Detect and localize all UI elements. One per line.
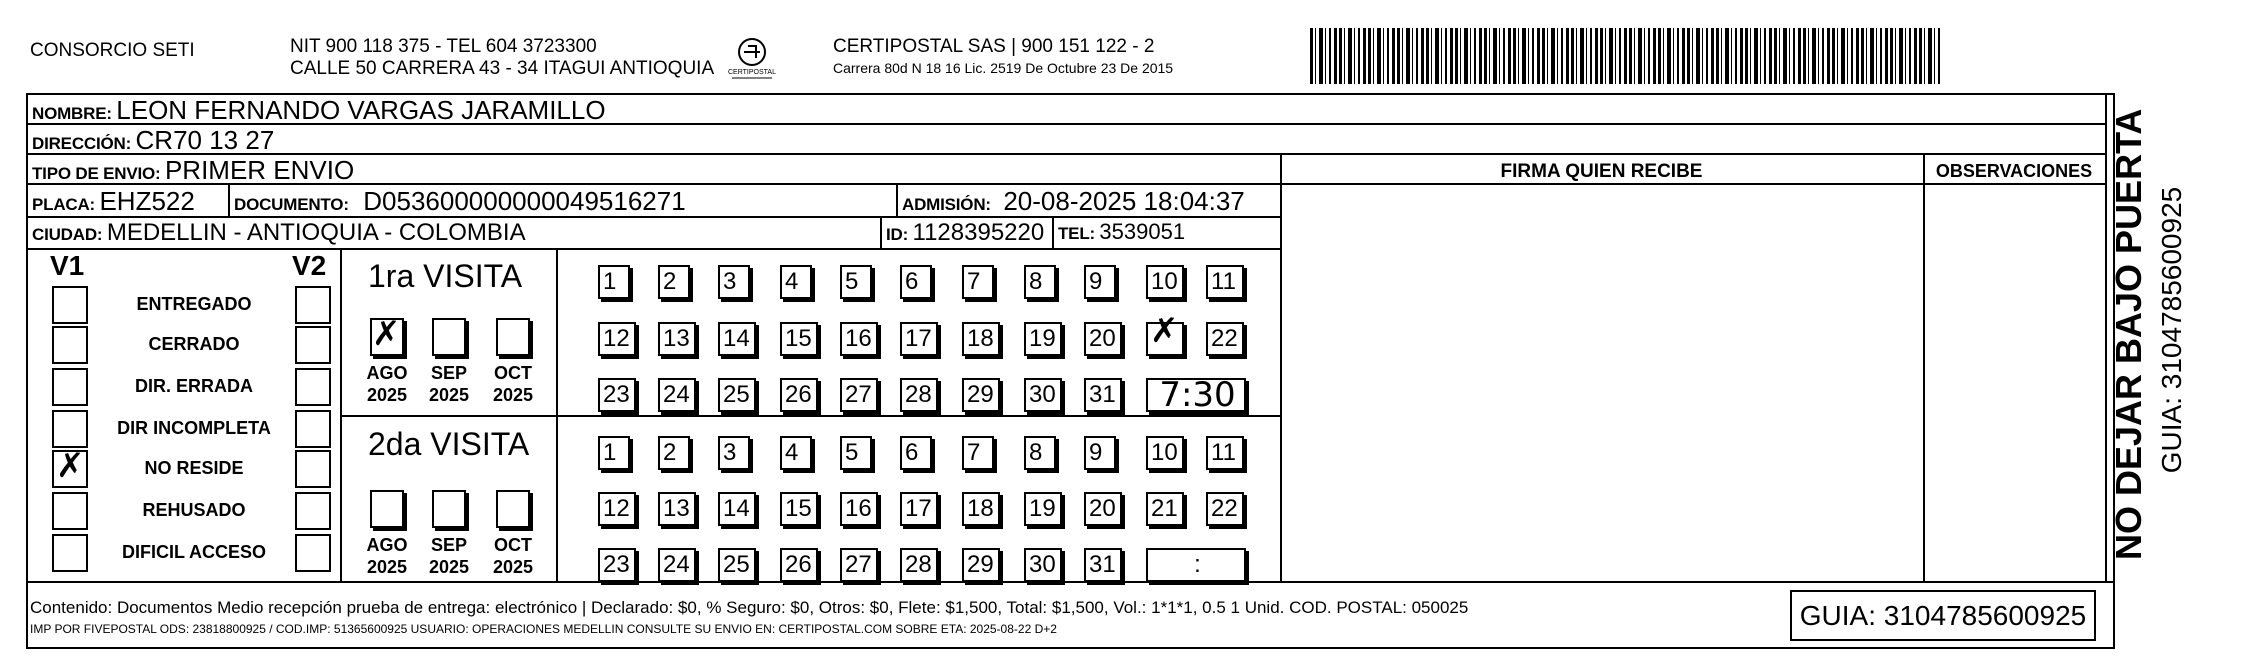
tel-value: 3539051 (1099, 219, 1186, 244)
day-number: 10 (1151, 439, 1178, 466)
day-number: 28 (905, 381, 932, 408)
day-box[interactable] (1206, 436, 1244, 470)
day-number: 2 (663, 268, 677, 295)
v2-checkbox[interactable] (295, 450, 331, 488)
day-box[interactable] (658, 265, 690, 299)
day-number: 16 (845, 325, 872, 352)
barcode (1310, 28, 1940, 84)
month-name: OCT (494, 363, 532, 383)
day-number: 17 (905, 495, 932, 522)
day-number: 18 (967, 325, 994, 352)
day-box[interactable] (900, 378, 938, 412)
day-box[interactable] (840, 492, 878, 526)
direccion-value: CR70 13 27 (135, 125, 275, 155)
day-number: 10 (1151, 268, 1178, 295)
ciudad-label: CIUDAD: (32, 225, 103, 244)
day-box[interactable] (900, 492, 938, 526)
day-box[interactable] (1206, 322, 1244, 356)
day-box[interactable] (1024, 548, 1062, 582)
footer-imp: IMP POR FIVEPOSTAL ODS: 23818800925 / COD.IMP: 51365600925 USUARIO: OPERACIONES MEDELLIN CONSULTE SU ENVIO EN: CERTIPOSTAL.COM SOBRE ETA: 2025-08-22 D+2 (30, 622, 1057, 636)
day-box[interactable] (718, 322, 756, 356)
day-number: 24 (663, 381, 690, 408)
month-year: 2025 (492, 557, 534, 577)
month-label (488, 362, 538, 406)
logo-text: CERTIPOSTAL (728, 69, 776, 76)
day-number: 21 (1151, 495, 1178, 522)
day-number: 26 (785, 551, 812, 578)
day-number: 29 (967, 551, 994, 578)
day-box[interactable] (840, 322, 878, 356)
v2-label: V2 (292, 250, 327, 281)
day-box[interactable] (658, 322, 696, 356)
day-number: 12 (603, 495, 630, 522)
day-box[interactable] (840, 265, 872, 299)
observaciones-header: OBSERVACIONES (1935, 161, 2093, 181)
day-box[interactable] (658, 378, 696, 412)
day-number: 1 (603, 439, 617, 466)
status-label: CERRADO (148, 334, 240, 354)
first-visit-title: 1ra VISITA (368, 258, 523, 294)
month-checkbox[interactable] (432, 490, 466, 528)
v2-checkbox[interactable] (295, 286, 331, 324)
admision-value: 20-08-2025 18:04:37 (1003, 186, 1245, 216)
day-number: 9 (1089, 439, 1103, 466)
month-year: 2025 (366, 557, 408, 577)
day-box[interactable] (658, 492, 696, 526)
day-number: 20 (1089, 495, 1116, 522)
day-number: 28 (905, 551, 932, 578)
ciudad-value: MEDELLIN - ANTIOQUIA - COLOMBIA (106, 219, 526, 246)
day-box[interactable] (1206, 265, 1244, 299)
day-number: 25 (723, 381, 750, 408)
id-value: 1128395220 (912, 219, 1045, 246)
handwritten-mark-icon: ✗ (56, 446, 85, 486)
day-box[interactable] (900, 548, 938, 582)
second-visit-title: 2da VISITA (368, 426, 530, 462)
v2-checkbox[interactable] (295, 492, 331, 530)
day-number: 27 (845, 381, 872, 408)
v1-checkbox[interactable] (52, 368, 88, 406)
day-box[interactable] (962, 322, 1000, 356)
day-box[interactable] (658, 548, 696, 582)
placa-value: EHZ522 (99, 186, 195, 216)
day-box[interactable] (1146, 436, 1184, 470)
company-name: CONSORCIO SETI (30, 40, 195, 61)
v1-checkbox[interactable] (52, 286, 88, 324)
day-number: 12 (603, 325, 630, 352)
month-checkbox[interactable] (370, 490, 404, 528)
day-box[interactable] (1084, 265, 1116, 299)
day-box[interactable] (598, 265, 630, 299)
tipo-value: PRIMER ENVIO (164, 155, 355, 185)
month-year: 2025 (492, 385, 534, 405)
day-number: 3 (723, 268, 737, 295)
certipostal-logo (730, 36, 774, 82)
day-number: 14 (723, 325, 750, 352)
day-number: 5 (845, 268, 859, 295)
day-box[interactable] (718, 436, 750, 470)
day-number: 25 (723, 551, 750, 578)
day-number: 23 (603, 551, 630, 578)
month-label (424, 534, 474, 578)
month-label (362, 534, 412, 578)
day-box[interactable] (962, 492, 1000, 526)
day-number: 30 (1029, 381, 1056, 408)
day-box[interactable] (900, 265, 932, 299)
placa-label: PLACA: (32, 195, 96, 214)
day-box[interactable] (1084, 378, 1122, 412)
status-label: DIR. ERRADA (134, 376, 253, 396)
day-box[interactable] (598, 548, 636, 582)
day-number: 17 (905, 325, 932, 352)
day-number: 5 (845, 439, 859, 466)
status-label: ENTREGADO (136, 294, 252, 314)
month-label (488, 534, 538, 578)
day-box[interactable] (840, 548, 878, 582)
day-number: 4 (785, 439, 799, 466)
day-box[interactable] (780, 322, 818, 356)
day-box[interactable] (1024, 492, 1062, 526)
day-box[interactable] (598, 378, 636, 412)
day-number: 6 (905, 268, 919, 295)
day-number: 31 (1089, 381, 1116, 408)
nombre-value: LEON FERNANDO VARGAS JARAMILLO (116, 95, 606, 125)
status-label: DIFICIL ACCESO (121, 542, 266, 562)
day-box[interactable] (1146, 492, 1184, 526)
day-number: 13 (663, 495, 690, 522)
day-number: 8 (1029, 268, 1043, 295)
direccion-label: DIRECCIÓN: (32, 134, 132, 153)
day-number: 11 (1211, 439, 1236, 466)
day-box[interactable] (718, 492, 756, 526)
v2-checkbox[interactable] (295, 326, 331, 364)
day-number: 7 (967, 268, 981, 295)
day-box[interactable] (1024, 378, 1062, 412)
day-number: 18 (967, 495, 994, 522)
day-box[interactable] (962, 436, 994, 470)
status-label: NO RESIDE (144, 458, 244, 478)
day-box[interactable] (1084, 492, 1122, 526)
day-box[interactable] (840, 378, 878, 412)
nombre-label: NOMBRE: (32, 104, 112, 123)
month-name: OCT (494, 535, 532, 555)
footer-guia: GUIA: 3104785600925 (1799, 600, 2087, 631)
day-number: 11 (1211, 268, 1236, 295)
day-number: 31 (1089, 551, 1116, 578)
day-number: 29 (967, 381, 994, 408)
day-box[interactable] (900, 436, 932, 470)
day-box[interactable] (962, 378, 1000, 412)
day-box[interactable] (1084, 436, 1116, 470)
v2-checkbox[interactable] (295, 368, 331, 406)
day-box[interactable] (1084, 322, 1122, 356)
month-year: 2025 (428, 385, 470, 405)
tipo-label: TIPO DE ENVIO: (32, 164, 161, 183)
day-number: 26 (785, 381, 812, 408)
month-name: AGO (366, 535, 408, 555)
certipostal-line: CERTIPOSTAL SAS | 900 151 122 - 2 (833, 36, 1155, 57)
day-number: 24 (663, 551, 690, 578)
day-box[interactable] (780, 436, 812, 470)
day-box[interactable] (1206, 492, 1244, 526)
month-checkbox[interactable] (496, 318, 530, 356)
v1-checkbox[interactable] (52, 534, 88, 572)
day-number: 14 (723, 495, 750, 522)
day-number: 8 (1029, 439, 1043, 466)
day-number: 30 (1029, 551, 1056, 578)
id-label: ID: (886, 225, 909, 244)
day-number: 19 (1029, 325, 1056, 352)
day-box[interactable] (1024, 436, 1056, 470)
handwritten-mark-icon: ✗ (372, 314, 401, 354)
day-box[interactable] (718, 548, 756, 582)
month-name: SEP (430, 535, 468, 555)
day-number: 15 (785, 325, 812, 352)
status-label: REHUSADO (142, 500, 246, 520)
day-number: 3 (723, 439, 737, 466)
month-year: 2025 (428, 557, 470, 577)
documento-value: D053600000000049516271 (363, 186, 686, 216)
day-number: 9 (1089, 268, 1103, 295)
license-line: Carrera 80d N 18 16 Lic. 2519 De Octubre 23 De 2015 (833, 60, 1174, 76)
day-number: 13 (663, 325, 690, 352)
day-box[interactable] (840, 436, 872, 470)
v1-label: V1 (50, 250, 85, 281)
v2-checkbox[interactable] (295, 534, 331, 572)
status-label: DIR INCOMPLETA (117, 418, 271, 438)
day-number: 6 (905, 439, 919, 466)
day-box[interactable] (1146, 265, 1184, 299)
day-box[interactable] (1146, 311, 1184, 356)
tel-label: TEL: (1058, 224, 1095, 243)
admision-label: ADMISIÓN: (902, 195, 991, 214)
day-number: 4 (785, 268, 799, 295)
day-box[interactable] (658, 436, 690, 470)
day-number: 27 (845, 551, 872, 578)
day-number: 20 (1089, 325, 1116, 352)
v1-checkbox[interactable] (52, 492, 88, 530)
side-guia: GUIA: 3104785600925 (2156, 186, 2187, 474)
month-label (424, 362, 474, 406)
day-number: 1 (603, 268, 617, 295)
address-line: CALLE 50 CARRERA 43 - 34 ITAGUI ANTIOQUIA (290, 58, 715, 79)
side-warning: NO DEJAR BAJO PUERTA (2108, 108, 2149, 560)
day-number: 16 (845, 495, 872, 522)
footer-contenido: Contenido: Documentos Medio recepción prueba de entrega: electrónico | Declarado: $0, % Seguro: $0, Otros: $0, Flete: $1,500, Total: $1,500, Vol.: 1*1*1, 0.5 1 Unid. COD. POSTAL: 050025 (30, 598, 1469, 617)
day-box[interactable] (780, 548, 818, 582)
day-number: 23 (603, 381, 630, 408)
day-box[interactable] (598, 322, 636, 356)
month-name: SEP (430, 363, 468, 383)
first-visit-time[interactable]: 7:30 (1146, 378, 1246, 412)
day-box[interactable] (962, 265, 994, 299)
day-box[interactable] (598, 492, 636, 526)
day-number: 22 (1211, 325, 1238, 352)
day-box[interactable] (780, 265, 812, 299)
day-box[interactable] (598, 436, 630, 470)
day-box[interactable] (780, 378, 818, 412)
v1-checkbox[interactable] (52, 326, 88, 364)
v1-checkbox[interactable] (52, 410, 88, 448)
day-box[interactable] (962, 548, 1000, 582)
day-box[interactable] (1084, 548, 1122, 582)
documento-label: DOCUMENTO: (234, 195, 349, 214)
month-checkbox[interactable] (432, 318, 466, 356)
day-box[interactable] (1024, 322, 1062, 356)
day-number: 22 (1211, 495, 1238, 522)
month-name: AGO (366, 363, 408, 383)
month-label (362, 362, 412, 406)
second-visit-time[interactable]: : (1146, 548, 1246, 582)
day-box[interactable] (718, 378, 756, 412)
day-box[interactable] (900, 322, 938, 356)
day-number: 15 (785, 495, 812, 522)
day-number: 2 (663, 439, 677, 466)
day-number: 19 (1029, 495, 1056, 522)
day-box[interactable] (1024, 265, 1056, 299)
month-checkbox[interactable] (496, 490, 530, 528)
day-number: 7 (967, 439, 981, 466)
month-year: 2025 (366, 385, 408, 405)
v2-checkbox[interactable] (295, 410, 331, 448)
handwritten-mark-icon: ✗ (1150, 311, 1179, 351)
day-box[interactable] (718, 265, 750, 299)
day-box[interactable] (780, 492, 818, 526)
firma-header: FIRMA QUIEN RECIBE (1500, 161, 1703, 182)
nit-line: NIT 900 118 375 - TEL 604 3723300 (290, 36, 597, 57)
